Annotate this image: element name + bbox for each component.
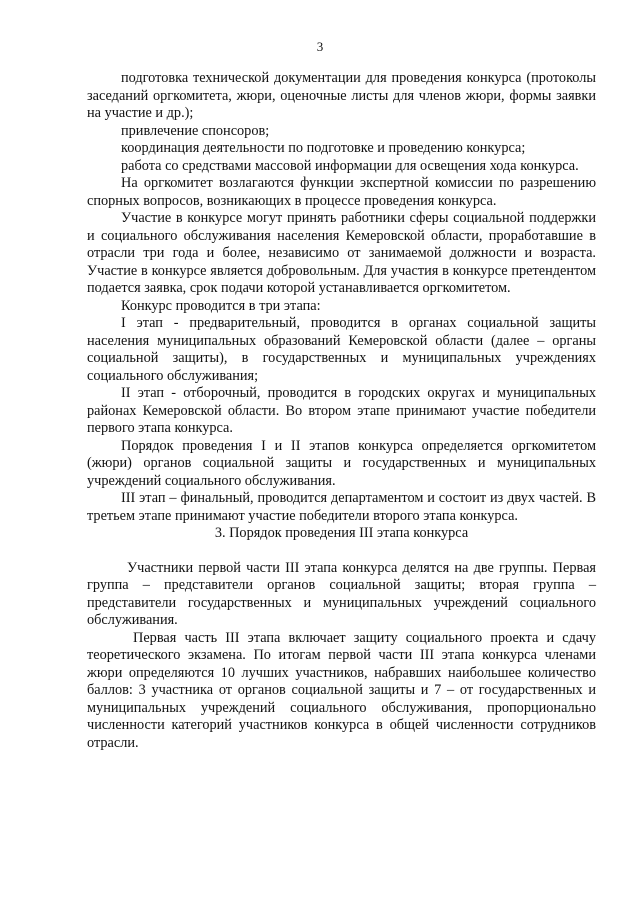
paragraph: III этап – финальный, проводится департаментом и состоит из двух частей. В третьем этапе принимают участие победители второго этапа конкурса. <box>87 490 596 524</box>
paragraph: координация деятельности по подготовке и проведению конкурса; <box>121 140 526 156</box>
section-heading: 3. Порядок проведения III этапа конкурса <box>214 525 469 541</box>
paragraph: Конкурс проводится в три этапа: <box>121 297 321 314</box>
paragraph: работа со средствами массовой информации для освещения хода конкурса. <box>121 157 579 174</box>
paragraph: Первая часть III этапа включает защиту социального проекта и сдачу теоретического экзамена. По итогам первой части III этапа конкурса членами жюри определяются 10 лучших участников, набравших наибольшее количество баллов: 3 участника от органов социальной защиты и 7 – от государственных и муниципальных учреждений социального обслуживания, пропорционально численности категорий участников конкурса в общей численности сотрудников отрасли. <box>87 629 596 751</box>
document-body <box>87 70 596 752</box>
paragraph: Порядок проведения I и II этапов конкурса определяется оргкомитетом (жюри) органов социальной защиты и государственных и муниципальных учреждений социального обслуживания. <box>87 437 596 489</box>
page-number: 3 <box>316 39 324 54</box>
paragraph: Участие в конкурсе могут принять работники сферы социальной поддержки и социального обслуживания населения Кемеровской области, проработавшие в отрасли три года и более, независимо от занимаемой должности и возраста. Участие в конкурсе является добровольным. Для участия в конкурсе претендентом подается заявка, срок подачи которой устанавливается оргкомитетом. <box>87 210 596 296</box>
paragraph: Участники первой части III этапа конкурса делятся на две группы. Первая группа – представители органов социальной защиты; вторая группа – представители государственных и муниципальных учреждений социального обслуживания. <box>87 559 596 628</box>
paragraph: подготовка технической документации для проведения конкурса (протоколы заседаний оргкомитета, жюри, оценочные листы для членов жюри, формы заявки на участие и др.); <box>87 70 596 121</box>
section-spacer <box>87 543 596 560</box>
paragraph: На оргкомитет возлагаются функции экспертной комиссии по разрешению спорных вопросов, возникающих в процессе проведения конкурса. <box>87 175 596 209</box>
paragraph: привлечение спонсоров; <box>121 122 270 139</box>
paragraph: II этап - отборочный, проводится в городских округах и муниципальных районах Кемеровской области. Во втором этапе принимают участие победители первого этапа конкурса. <box>87 385 596 436</box>
paragraph: I этап - предварительный, проводится в органах социальной защиты населения муниципальных образований Кемеровской области (далее – органы социальной защиты), в государственных и муниципальных учреждениях социального обслуживания; <box>87 315 596 384</box>
